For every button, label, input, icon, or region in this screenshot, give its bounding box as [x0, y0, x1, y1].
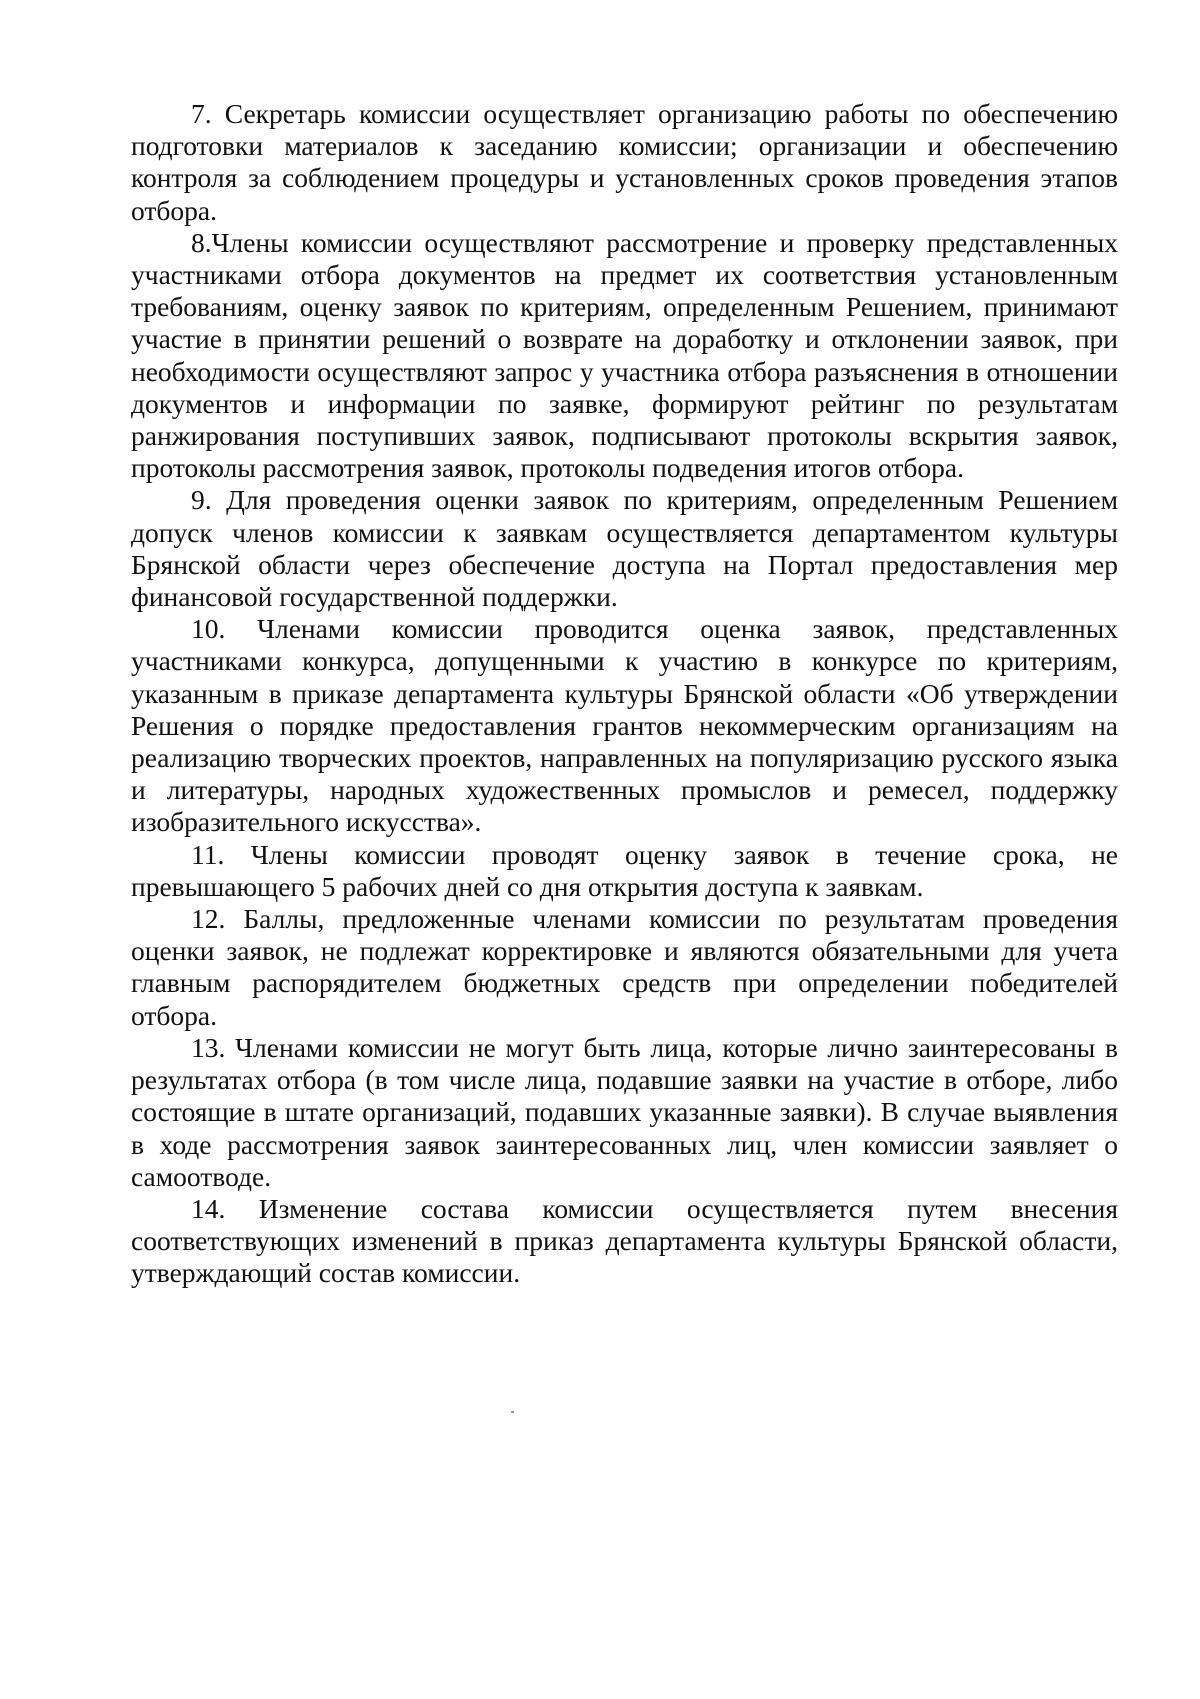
paragraph-7: 7. Секретарь комиссии осуществляет организацию работы по обеспечению подготовки материалов к заседанию комиссии; организации и обеспечению контроля за соблюдением процедуры и установленных сроков проведения этапов отбора.	[131, 98, 1118, 226]
paragraph-14: 14. Изменение состава комиссии осуществляется путем внесения соответствующих изменений в приказ департамента культуры Брянской области, утверждающий состав комиссии.	[131, 1192, 1118, 1289]
paragraph-8: 8.Члены комиссии осуществляют рассмотрение и проверку представленных участниками отбора документов на предмет их соответствия установленным требованиям, оценку заявок по критериям, определенным Решением, принимают участие в принятии решений о возврате на доработку и отклонении заявок, при необходимости осуществляют запрос у участника отбора разъяснения в отношении документов и информации по заявке, формируют рейтинг по результатам ранжирования поступивших заявок, подписывают протоколы вскрытия заявок, протоколы рассмотрения заявок, протоколы подведения итогов отбора.	[131, 226, 1118, 484]
scan-speck	[511, 1411, 514, 1413]
paragraph-10: 10. Членами комиссии проводится оценка заявок, представленных участниками конкурса, допущенными к участию в конкурсе по критериям, указанным в приказе департамента культуры Брянской области «Об утверждении Решения о порядке предоставления грантов некоммерческим организациям на реализацию творческих проектов, направленных на популяризацию русского языка и литературы, народных художественных промыслов и ремесел, поддержку изобразительного искусства».	[131, 613, 1118, 838]
document-body	[131, 98, 1118, 1290]
paragraph-11: 11. Члены комиссии проводят оценку заявок в течение срока, не превышающего 5 рабочих дней со дня открытия доступа к заявкам.	[131, 838, 1118, 902]
paragraph-13: 13. Членами комиссии не могут быть лица, которые лично заинтересованы в результатах отбора (в том числе лица, подавшие заявки на участие в отборе, либо состоящие в штате организаций, подавших указанные заявки). В случае выявления в ходе рассмотрения заявок заинтересованных лиц, член комиссии заявляет о самоотводе.	[131, 1031, 1118, 1192]
paragraph-12: 12. Баллы, предложенные членами комиссии по результатам проведения оценки заявок, не подлежат корректировке и являются обязательными для учета главным распорядителем бюджетных средств при определении победителей отбора.	[131, 903, 1118, 1031]
paragraph-9: 9. Для проведения оценки заявок по критериям, определенным Решением допуск членов комиссии к заявкам осуществляется департаментом культуры Брянской области через обеспечение доступа на Портал предоставления мер финансовой государственной поддержки.	[131, 484, 1118, 613]
